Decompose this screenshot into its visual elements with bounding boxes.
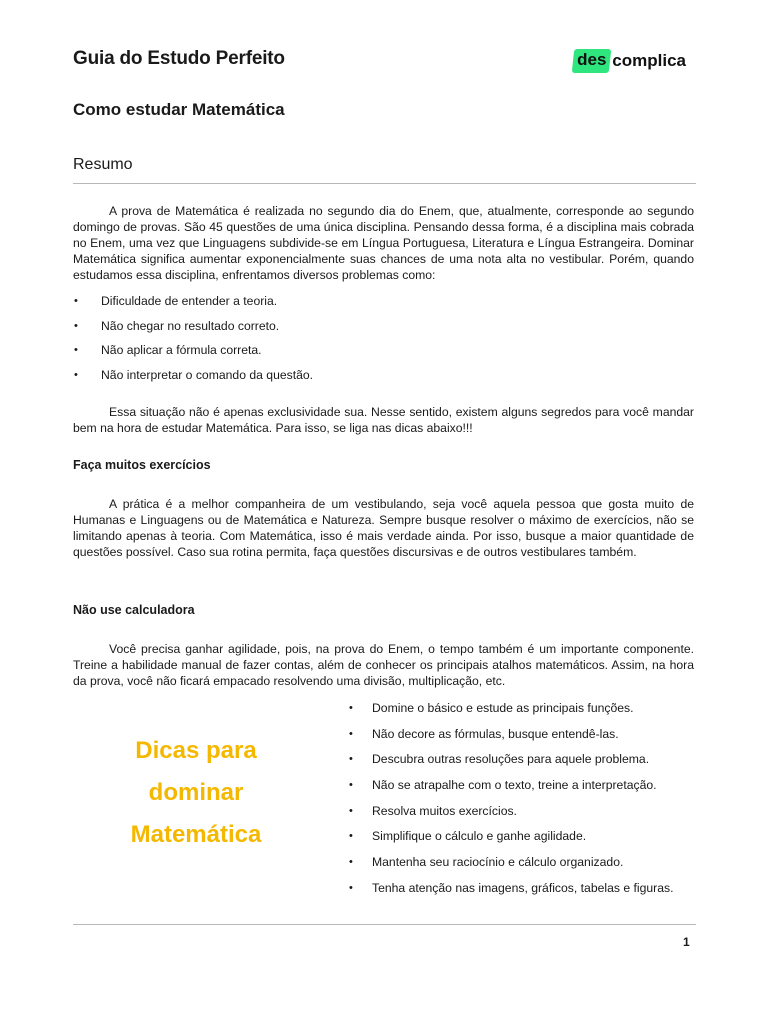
bullet-icon: •	[349, 830, 353, 843]
bullet-icon: •	[74, 369, 78, 382]
exercicios-paragraph: A prática é a melhor companheira de um vestibulando, seja você aquela pessoa que gosta muito de Humanas e Linguagens ou de Matemática e Natureza. Sempre busque resolver o máximo de exercícios, não se limitando apenas à teoria. Com Matemática, isso é mais verdade ainda. Por isso, busque a maior quantidade de questões possível. Caso sua rotina permita, faça questões discursivas e de outros vestibulares também.	[73, 497, 694, 559]
descomplica-logo	[573, 48, 686, 74]
tips-list	[345, 700, 705, 906]
list-item: • Não se atrapalhe com o texto, treine a interpretação.	[349, 778, 657, 793]
bullet-icon: •	[349, 727, 353, 740]
bullet-icon: •	[349, 779, 353, 792]
document-title: Guia do Estudo Perfeito	[73, 48, 285, 69]
bullet-icon: •	[74, 295, 78, 307]
list-item: • Tenha atenção nas imagens, gráficos, tabelas e figuras.	[349, 880, 674, 895]
list-item: • Simplifique o cálculo e ganhe agilidade.	[349, 829, 587, 844]
list-item: • Dificuldade de entender a teoria.	[74, 294, 278, 308]
list-item: • Resolva muitos exercícios.	[349, 803, 517, 818]
callout-line: Dicas para	[135, 737, 257, 764]
section-heading-resumo: Resumo	[73, 156, 133, 173]
list-item: • Domine o básico e estude as principais funções.	[349, 701, 634, 715]
situation-paragraph: Essa situação não é apenas exclusividade sua. Nesse sentido, existem alguns segredos para você mandar bem na hora de estudar Matemática. Para isso, se liga nas dicas abaixo!!!	[73, 405, 694, 435]
bullet-icon: •	[349, 804, 353, 817]
problems-list	[73, 293, 694, 392]
logo-part-2: complica	[612, 51, 686, 70]
list-item: • Não decore as fórmulas, busque entendê-las.	[349, 726, 619, 741]
bullet-icon: •	[349, 881, 353, 894]
footer-divider	[73, 924, 696, 925]
callout-line: dominar	[148, 779, 244, 806]
tips-callout	[96, 730, 296, 856]
logo-highlight	[572, 49, 612, 73]
calculadora-paragraph: Você precisa ganhar agilidade, pois, na prova do Enem, o tempo também é um importante componente. Treine a habilidade manual de fazer contas, além de conhecer os principais atalhos matemáticos. Assim, na hora da prova, você não ficará empacado resolvendo uma divisão, multiplicação, etc.	[73, 642, 694, 688]
section-divider	[73, 183, 696, 184]
intro-paragraph: A prova de Matemática é realizada no segundo dia do Enem, que, atualmente, corresponde ao segundo domingo de provas. São 45 questões de uma única disciplina. Pensando dessa forma, é a disciplina mais cobrada no Enem, uma vez que Linguagens subdivide-se em Língua Portuguesa, Literatura e Língua Estrangeira. Dominar Matemática significa aumentar exponencialmente suas chances de uma nota alta no vestibular. Porém, quando estudamos essa disciplina, enfrentamos diversos problemas como:	[73, 204, 694, 282]
bullet-icon: •	[74, 319, 78, 332]
bullet-icon: •	[349, 702, 353, 714]
heading-calculadora: Não use calculadora	[73, 603, 195, 617]
list-item: • Não interpretar o comando da questão.	[74, 368, 314, 383]
list-item: • Descubra outras resoluções para aquele problema.	[349, 752, 650, 767]
heading-exercicios: Faça muitos exercícios	[73, 458, 211, 472]
list-item: • Mantenha seu raciocínio e cálculo organizado.	[349, 855, 624, 870]
list-item: • Não chegar no resultado correto.	[74, 318, 280, 333]
page-number: 1	[683, 935, 690, 949]
bullet-icon: •	[349, 856, 353, 869]
document-subtitle: Como estudar Matemática	[73, 100, 285, 119]
callout-line: Matemática	[130, 821, 262, 848]
bullet-icon: •	[349, 753, 353, 766]
bullet-icon: •	[74, 344, 78, 357]
logo-part-1: des	[577, 50, 607, 69]
list-item: • Não aplicar a fórmula correta.	[74, 343, 262, 358]
